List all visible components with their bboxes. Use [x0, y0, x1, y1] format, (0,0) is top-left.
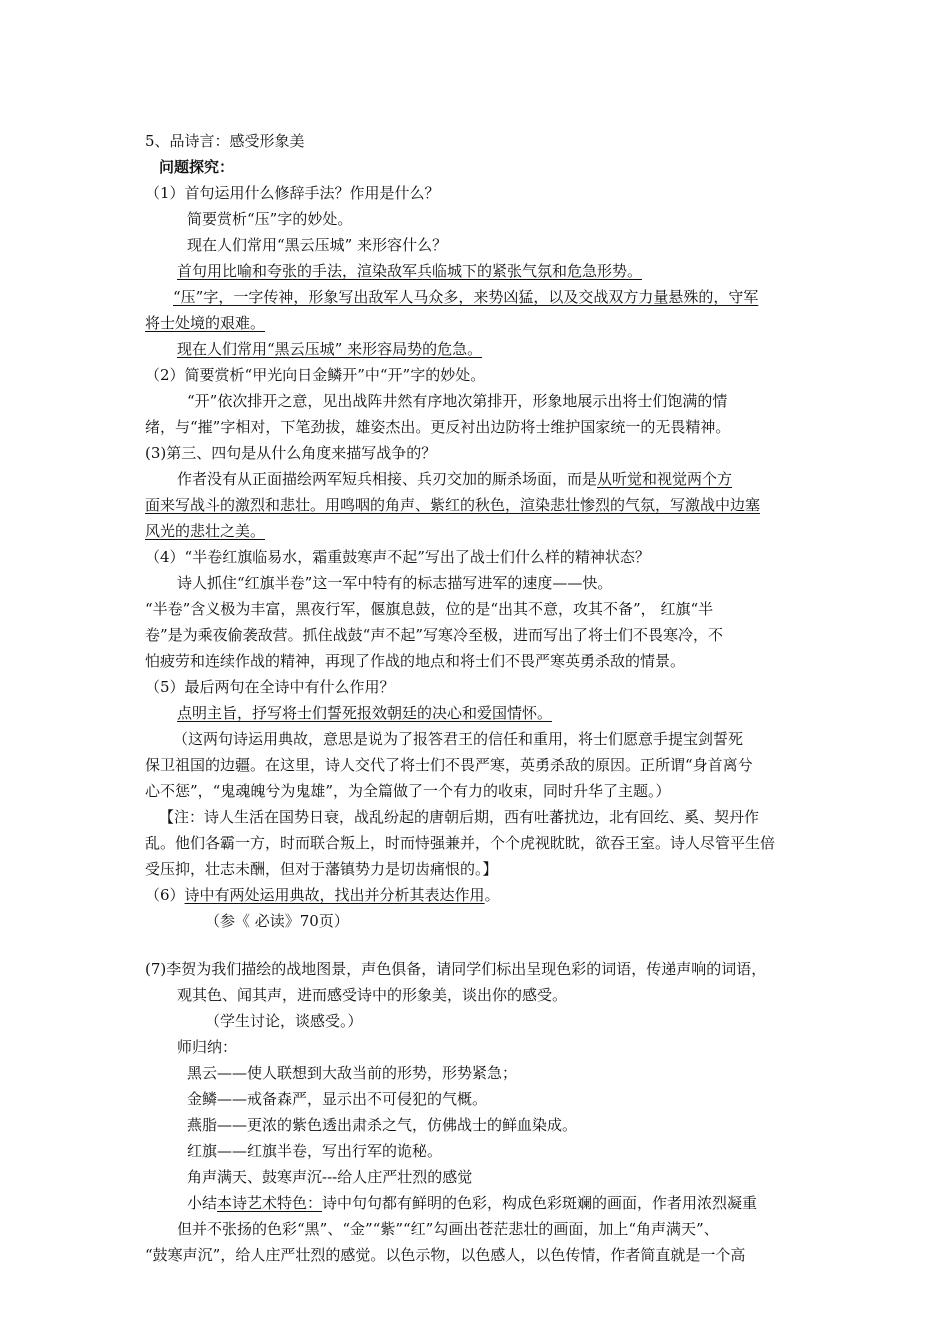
q4-answer-line2: “半卷”含义极为丰富，黑夜行军，偃旗息鼓，位的是“出其不意，攻其不备”， 红旗“半 [145, 600, 714, 618]
q1-answer2-line2: 将士处境的艰难。 [145, 314, 266, 332]
q5-note2-line2: 乱。他们各霸一方，时而联合叛上，时而恃强兼并，个个虎视眈眈，欲吞王室。诗人尽管平生倍 [145, 834, 776, 852]
q1-question: （1）首句运用什么修辞手法？作用是什么？ [145, 184, 440, 202]
q5-question: （5）最后两句在全诗中有什么作用？ [145, 678, 395, 696]
q5-note2-line3: 受压抑，壮志未酬，但对于藩镇势力是切齿痛恨的。】 [145, 860, 498, 878]
q5-note1-line1: （这两句诗运用典故，意思是说为了报答君王的信任和重用，将士们愿意手提宝剑誓死 [173, 730, 744, 748]
q4-answer-line4: 怕疲劳和连续作战的精神，再现了作战的地点和将士们不畏严寒英勇杀敌的情景。 [145, 652, 686, 670]
q5-note2-line1: 【注：诗人生活在国势日衰，战乱纷起的唐朝后期，西有吐蕃扰边，北有回纥、奚、契丹作 [159, 808, 760, 826]
q5-note1-line3: 心不惩”，“鬼魂魄兮为鬼雄”，为全篇做了一个有力的收束，同时升华了主题。） [145, 782, 671, 800]
q3-question: (3)第三、四句是从什么角度来描写战争的？ [145, 444, 437, 462]
q1-answer1: 首句用比喻和夸张的手法，渲染敌军兵临城下的紧张气氛和危急形势。 [177, 262, 643, 280]
q6-suffix: 。 [484, 886, 500, 904]
q3-answer-line2: 面来写战斗的激烈和悲壮。用鸣咽的角声、紫红的秋色，渲染悲壮惨烈的气氛，写激战中边塞 [145, 496, 761, 514]
q7-item: 燕脂——更浓的紫色透出肃杀之气，仿佛战士的鲜血染成。 [187, 1116, 578, 1134]
q6-reference: （参《 必读》70页） [205, 912, 349, 930]
blank-gap [145, 934, 815, 956]
q1-sub1: 简要赏析“压”字的妙处。 [187, 210, 353, 228]
q2-answer-line1: “开”依次排开之意，见出战阵井然有序地次第排开，形象地展示出将士们饱满的情 [187, 392, 728, 410]
q1-sub2: 现在人们常用“黑云压城” 来形容什么？ [187, 236, 448, 254]
q2-answer-line2: 绪，与“摧”字相对，下笔劲拔，雄姿杰出。更反衬出边防将士维护国家统一的无畏精神。 [145, 418, 731, 436]
q7-summary-label: 师归纳： [177, 1038, 238, 1056]
q5-answer: 点明主旨，抒写将士们誓死报效朝廷的决心和爱国情怀。 [177, 704, 553, 722]
q7-item: 金鳞——戒备森严，显示出不可侵犯的气概。 [187, 1090, 488, 1108]
q2-question: （2）简要赏析“甲光向日金鳞开”中“开”字的妙处。 [145, 366, 486, 384]
q4-answer-line3: 卷”是为乘夜偷袭敌营。抓住战鼓“声不起”写寒冷至极，进而写出了将士们不畏寒冷，不 [145, 626, 724, 644]
q4-answer-line1: 诗人抓住“红旗半卷”这一军中特有的标志描写进军的速度——快。 [177, 574, 613, 592]
q7-discussion: （学生讨论，谈感受。） [205, 1012, 363, 1030]
q1-answer2-line1: “压”字，一字传神，形象写出敌军人马众多，来势凶猛，以及交战双方力量悬殊的，守军 [173, 288, 759, 306]
q7-item: 红旗——红旗半卷，写出行军的诡秘。 [187, 1142, 443, 1160]
q6-question: 诗中有两处运用典故，找出并分析其表达作用 [184, 886, 485, 904]
q7-question-line1: (7)李贺为我们描绘的战地图景，声色俱备，请同学们标出呈现色彩的词语，传递声响的词语， [145, 960, 767, 978]
inquiry-heading: 问题探究： [159, 158, 235, 176]
q7-conclusion-line3: “鼓寒声沉”，给人庄严壮烈的感觉。以色示物，以色感人，以色传情，作者简直就是一个高 [145, 1246, 746, 1264]
q7-item: 黑云——使人联想到大敌当前的形势，形势紧急； [187, 1064, 518, 1082]
q7-item: 角声满天、鼓寒声沉---给人庄严壮烈的感觉 [187, 1168, 473, 1186]
q3-answer-line1a: 作者没有从正面描绘两军短兵相接、兵刃交加的厮杀场面，而是 [177, 470, 598, 488]
q5-note1-line2: 保卫祖国的边疆。在这里，诗人交代了将士们不畏严寒，英勇杀敌的原因。正所谓“身首离兮 [145, 756, 753, 774]
q7-conclusion-line2: 但并不张扬的色彩“黑”、“金”“紫”“红”勾画出苍茫悲壮的画面，加上“角声满天”、 [177, 1220, 719, 1238]
q3-answer-line1b: 从听觉和视觉两个方 [597, 470, 733, 488]
q7-conclusion-text: 诗中句句都有鲜明的色彩，构成色彩斑斓的画面，作者用浓烈凝重 [322, 1194, 758, 1212]
q6-prefix: （6） [145, 886, 185, 904]
q7-conclusion-topic: 本诗艺术特色： [217, 1194, 323, 1212]
q7-conclusion-label: 小结 [187, 1194, 218, 1212]
q7-question-line2: 观其色、闻其声，进而感受诗中的形象美，谈出你的感受。 [177, 986, 568, 1004]
q4-question: （4）“半卷红旗临易水，霜重鼓寒声不起”写出了战士们什么样的精神状态？ [145, 548, 650, 566]
section-title: 5、品诗言：感受形象美 [145, 132, 305, 150]
q1-answer3: 现在人们常用“黑云压城” 来形容局势的危急。 [177, 340, 483, 358]
q3-answer-line3: 风光的悲壮之美。 [145, 522, 266, 540]
